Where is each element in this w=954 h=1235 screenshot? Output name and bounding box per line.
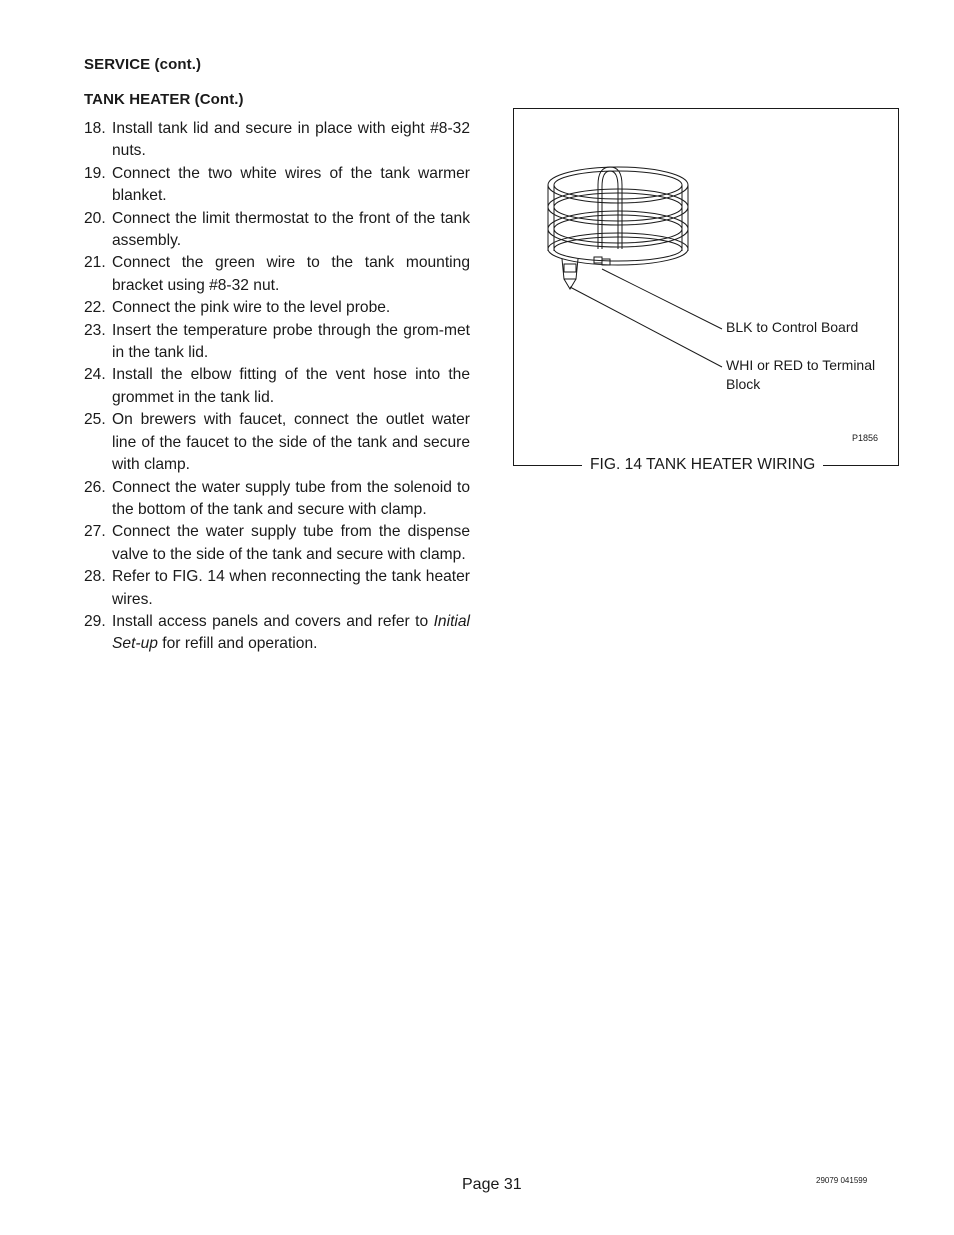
step-text: Refer to FIG. 14 when reconnecting the tank heater wires. (112, 568, 470, 608)
figure-code: P1856 (852, 433, 879, 443)
step-text-after: for refill and operation. (157, 635, 318, 653)
step-number: 27. (84, 523, 106, 541)
initial-setup-reference: Initial Set-up (112, 612, 470, 653)
step-number: 24. (84, 366, 106, 384)
label-blk-to-control-board: BLK to Control Board (726, 319, 859, 335)
step-number: 21. (84, 254, 106, 272)
list-item (84, 611, 470, 656)
list-item (84, 163, 470, 208)
step-number: 22. (84, 299, 106, 317)
step-number: 28. (84, 568, 106, 586)
subsection-heading: TANK HEATER (Cont.) (84, 91, 244, 108)
list-item (84, 566, 470, 611)
list-item (84, 409, 470, 476)
step-number: 20. (84, 209, 106, 227)
step-text: Insert the temperature probe through the grom-met in the tank lid. (112, 321, 470, 362)
list-item (84, 118, 470, 163)
step-number: 23. (84, 321, 106, 339)
steps-list (84, 118, 470, 656)
list-item (84, 252, 470, 297)
list-item (84, 521, 470, 566)
list-item (84, 320, 470, 365)
step-text: On brewers with faucet, connect the outlet water line of the faucet to the side of the tank and secure with clamp. (112, 411, 470, 474)
step-text (112, 611, 470, 656)
step-text: Connect the limit thermostat to the front of the tank assembly. (112, 209, 470, 250)
step-number: 19. (84, 164, 106, 182)
step-number: 29. (84, 612, 106, 630)
step-number: 25. (84, 411, 106, 429)
figure-frame (513, 108, 899, 466)
step-text: Connect the green wire to the tank mounting bracket using #8-32 nut. (112, 254, 470, 294)
figure-caption: FIG. 14 TANK HEATER WIRING (582, 456, 823, 474)
heater-coil-icon (514, 109, 898, 465)
page-number: Page 31 (462, 1176, 522, 1193)
step-text-before: Install access panels and covers and refer to (112, 612, 434, 630)
label-whi-or-red-to-terminal-block: WHI or RED to Terminal Block (726, 357, 876, 392)
step-text: Connect the two white wires of the tank warmer blanket. (112, 164, 470, 205)
step-number: 26. (84, 478, 106, 496)
step-text: Install the elbow fitting of the vent hose into the grommet in the tank lid. (112, 366, 470, 406)
list-item (84, 477, 470, 522)
step-text: Install tank lid and secure in place with eight #8-32 nuts. (112, 120, 470, 160)
list-item (84, 297, 470, 319)
step-number: 18. (84, 120, 106, 137)
section-heading: SERVICE (cont.) (84, 56, 202, 73)
step-text: Connect the water supply tube from the solenoid to the bottom of the tank and secure with clamp. (112, 478, 470, 518)
step-text: Connect the pink wire to the level probe. (112, 299, 391, 317)
list-item (84, 208, 470, 253)
step-text: Connect the water supply tube from the dispense valve to the side of the tank and secure with clamp. (112, 523, 470, 563)
list-item (84, 364, 470, 409)
document-number: 29079 041599 (816, 1176, 868, 1185)
